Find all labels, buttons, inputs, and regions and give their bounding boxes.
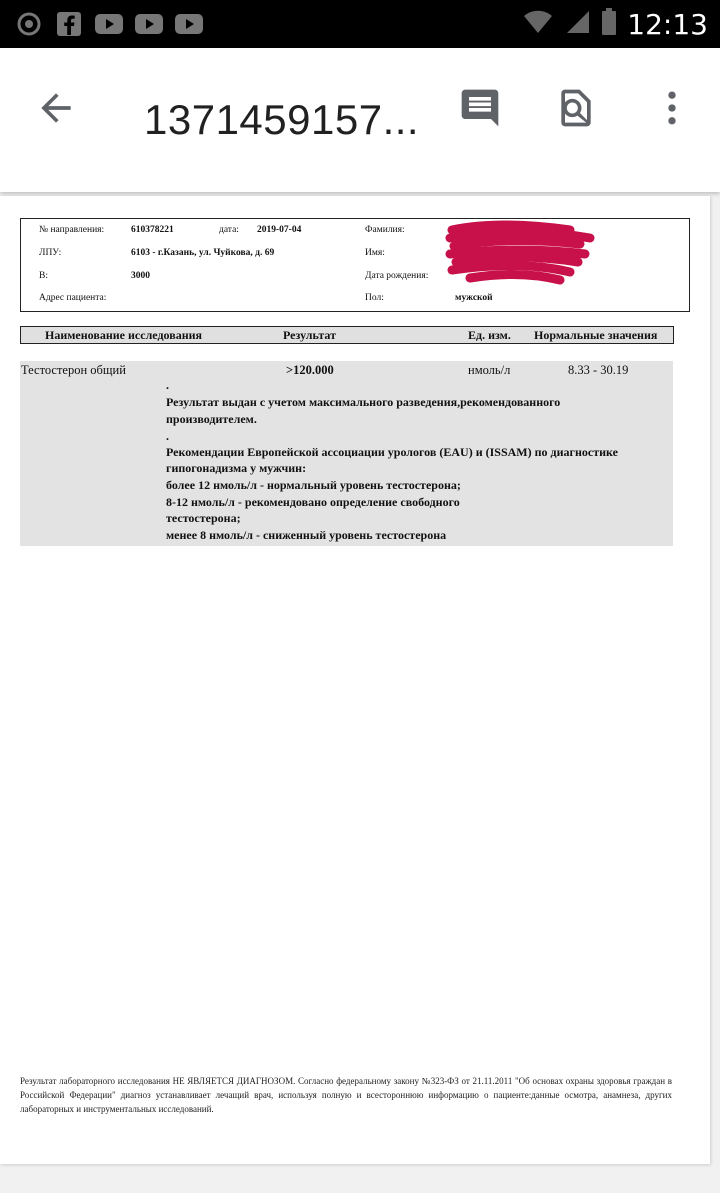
youtube-icon xyxy=(134,10,164,38)
more-options-button[interactable] xyxy=(648,84,696,132)
comment-icon xyxy=(458,86,502,130)
wifi-icon xyxy=(523,9,553,40)
note-line: тестостерона; xyxy=(166,511,241,525)
notification-icons xyxy=(14,10,204,38)
note-line: менее 8 нмоль/л - сниженный уровень тестостерона xyxy=(166,528,447,542)
test-normal-range: 8.33 - 30.19 xyxy=(568,363,629,377)
note-line: Результат выдан с учетом максимального разведения,рекомендованного xyxy=(166,395,561,409)
lpu-label: ЛПУ: xyxy=(39,248,62,258)
date-label: дата: xyxy=(219,225,239,235)
note-line: более 12 нмоль/л - нормальный уровень тестостерона; xyxy=(166,478,461,492)
youtube-icon xyxy=(174,10,204,38)
results-table-header xyxy=(20,326,674,344)
sex-label: Пол: xyxy=(365,293,384,303)
result-row xyxy=(20,361,673,546)
note-line: Рекомендации Европейской ассоциации урологов (EAU) и (ISSAM) по диагностике xyxy=(166,445,618,459)
test-result: >120.000 xyxy=(286,363,334,377)
facebook-icon xyxy=(54,10,84,38)
status-bar xyxy=(0,0,720,48)
notification-icon xyxy=(14,10,44,38)
birth-date-label: Дата рождения: xyxy=(365,271,429,281)
column-result: Результат xyxy=(283,328,337,342)
find-in-document-button[interactable] xyxy=(552,84,600,132)
document-title: 1371459157... xyxy=(144,96,420,143)
redaction-scribble xyxy=(440,218,600,290)
column-unit: Ед. изм. xyxy=(468,328,511,342)
more-vert-icon xyxy=(650,86,694,130)
surname-label: Фамилия: xyxy=(365,225,405,235)
document-page xyxy=(0,196,710,1164)
note-line: . xyxy=(166,429,169,443)
note-line: производителем. xyxy=(166,412,257,426)
test-unit: нмоль/л xyxy=(468,363,511,377)
note-line: гипогонадизма у мужчин: xyxy=(166,461,307,475)
column-normal-range: Нормальные значения xyxy=(534,328,658,342)
signal-icon xyxy=(563,9,591,40)
clock: 12:13 xyxy=(627,8,708,41)
address-label: Адрес пациента: xyxy=(39,293,107,303)
note-line: 8-12 нмоль/л - рекомендовано определение свободного xyxy=(166,495,460,509)
direction-value: 610378221 xyxy=(131,225,174,235)
app-bar xyxy=(0,48,720,192)
disclaimer-footer: Результат лабораторного исследования НЕ ЯВЛЯЕТСЯ ДИАГНОЗОМ. Согласно федеральному закону №323-ФЗ от 21.11.2011 "Об основах охраны здоровья граждан в Российской Федерации" диагноз устанавливает лечащий врач, используя полную и всестороннюю информацию о пациенте:данные осмотра, анамнеза, других лабораторных и инструментальных исследований. xyxy=(20,1076,672,1114)
name-label: Имя: xyxy=(365,248,385,258)
sex-value: мужской xyxy=(455,293,493,303)
v-label: В: xyxy=(39,271,48,281)
back-button[interactable] xyxy=(34,86,78,130)
system-icons xyxy=(523,8,708,41)
test-name: Тестостерон общий xyxy=(21,363,126,377)
battery-icon xyxy=(601,8,617,41)
lpu-value: 6103 - г.Казань, ул. Чуйкова, д. 69 xyxy=(131,248,275,258)
direction-label: № направления: xyxy=(39,225,105,235)
v-value: 3000 xyxy=(131,271,150,281)
find-in-page-icon xyxy=(554,86,598,130)
date-value: 2019-07-04 xyxy=(257,225,302,235)
youtube-icon xyxy=(94,10,124,38)
comments-button[interactable] xyxy=(456,84,504,132)
note-line: . xyxy=(166,378,169,392)
column-test-name: Наименование исследования xyxy=(45,328,203,342)
back-arrow-icon xyxy=(34,86,78,130)
